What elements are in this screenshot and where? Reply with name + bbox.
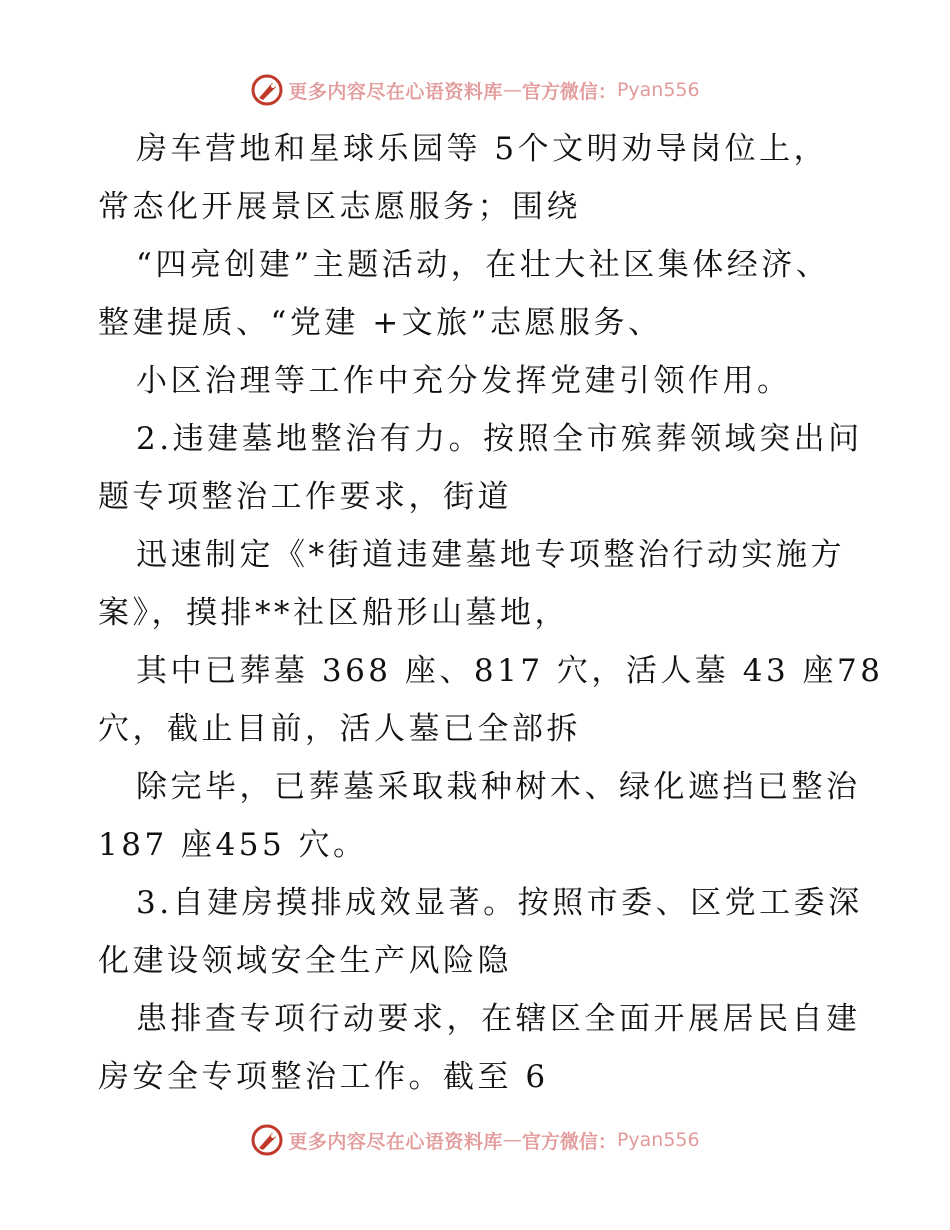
text-line: 除完毕，已葬墓采取栽种树木、绿化遮挡已整治 bbox=[136, 769, 861, 805]
text-line: 化建设领域安全生产风险隐 bbox=[98, 943, 512, 979]
footer-separator: — bbox=[502, 1129, 522, 1151]
text-line: 整建提质、“党建 +文旅”志愿服务、 bbox=[98, 305, 663, 341]
text-line: 房安全专项整治工作。截至 6 bbox=[98, 1059, 549, 1095]
text-line: 2.违建墓地整治有力。按照全市殡葬领域突出问 bbox=[136, 421, 863, 457]
footer-banner bbox=[0, 1120, 950, 1160]
document-body bbox=[98, 120, 884, 1106]
header-wechat-id: Pyan556 bbox=[616, 79, 700, 101]
text-line: 小区治理等工作中充分发挥党建引领作用。 bbox=[136, 363, 792, 399]
text-line: 穴，截止目前，活人墓已全部拆 bbox=[98, 711, 581, 747]
pen-nib-logo-icon bbox=[250, 1123, 284, 1157]
text-line: 案》，摸排**社区船形山墓地， bbox=[98, 595, 569, 631]
text-line: 患排查专项行动要求，在辖区全面开展居民自建 bbox=[136, 1001, 861, 1037]
footer-wechat-id: Pyan556 bbox=[616, 1129, 700, 1151]
text-line: 3.自建房摸排成效显著。按照市委、区党工委深 bbox=[136, 885, 863, 921]
header-banner bbox=[0, 70, 950, 110]
text-line: “四亮创建”主题活动，在壮大社区集体经济、 bbox=[136, 247, 831, 283]
header-separator: — bbox=[502, 79, 522, 101]
footer-site-name: 更多内容尽在心语资料库 bbox=[288, 1130, 503, 1153]
text-line: 187 座455 穴。 bbox=[98, 827, 368, 863]
text-line: 常态化开展景区志愿服务；围绕 bbox=[98, 189, 581, 225]
text-line: 迅速制定《*街道违建墓地专项整治行动实施方 bbox=[136, 537, 845, 573]
text-line: 题专项整治工作要求，街道 bbox=[98, 479, 512, 515]
header-site-name: 更多内容尽在心语资料库 bbox=[288, 80, 503, 103]
pen-nib-logo-icon bbox=[250, 73, 284, 107]
header-wechat-label: 官方微信： bbox=[521, 80, 617, 103]
footer-wechat-label: 官方微信： bbox=[521, 1130, 617, 1153]
text-line: 房车营地和星球乐园等 5个文明劝导岗位上， bbox=[136, 131, 829, 167]
text-line: 其中已葬墓 368 座、817 穴，活人墓 43 座78 bbox=[136, 653, 884, 689]
